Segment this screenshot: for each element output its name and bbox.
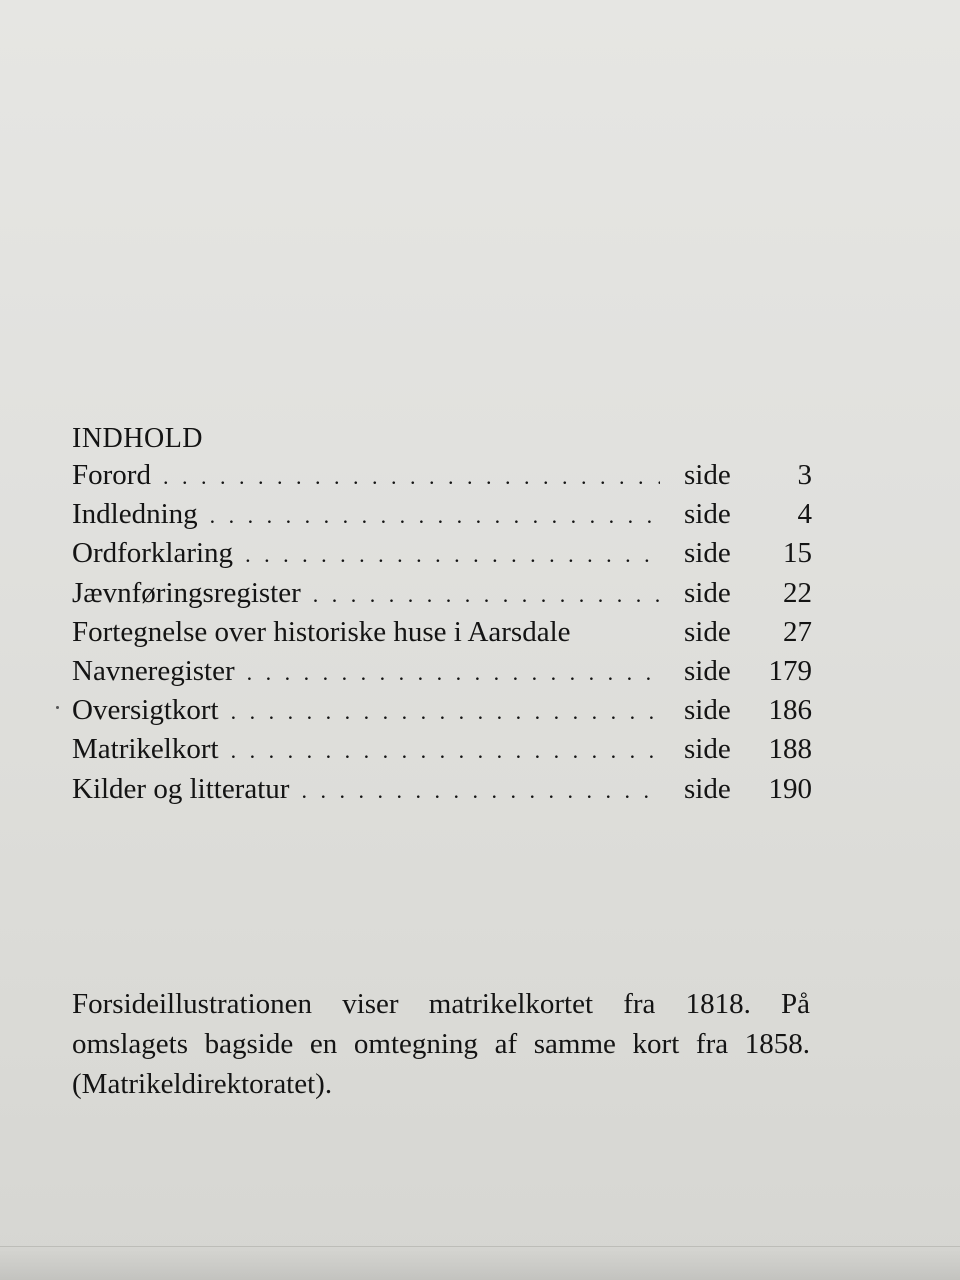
toc-row bbox=[72, 574, 812, 613]
toc-page-number: 4 bbox=[797, 498, 812, 531]
cover-caption: Forsideillustrationen viser matrikelkortet fra 1818. På omslagets bagside en omtegning af samme kort fra 1858. (Matrikeldirektoratet). bbox=[72, 988, 810, 1100]
toc-entry-title: Matrikelkort bbox=[72, 733, 219, 766]
toc-dot-leader bbox=[210, 496, 660, 535]
toc-page-number: 190 bbox=[768, 772, 812, 805]
toc-page-number: 188 bbox=[768, 733, 812, 766]
toc-side-label: side bbox=[684, 537, 731, 570]
toc-dot-leader bbox=[247, 653, 660, 692]
toc-page-number: 27 bbox=[783, 615, 812, 648]
toc-dot-leader bbox=[313, 575, 660, 614]
toc-side-label: side bbox=[684, 772, 731, 805]
toc-entry-title: Indledning bbox=[72, 498, 198, 531]
toc-dot-leader bbox=[245, 535, 660, 574]
toc-row bbox=[72, 730, 812, 769]
toc-row bbox=[72, 613, 812, 652]
toc-entries bbox=[72, 456, 812, 809]
page-edge bbox=[0, 1246, 960, 1247]
print-speck bbox=[56, 706, 59, 709]
toc-entry-title: Ordforklaring bbox=[72, 537, 234, 570]
toc-side-label: side bbox=[684, 694, 731, 727]
toc-dot-leader bbox=[231, 692, 660, 731]
toc-entry-title: Navneregister bbox=[72, 654, 235, 687]
toc-side-label: side bbox=[684, 733, 731, 766]
toc-side-label: side bbox=[684, 459, 731, 491]
toc-page-number: 3 bbox=[797, 459, 812, 491]
page-shadow bbox=[0, 1244, 960, 1280]
toc-side-label: side bbox=[684, 576, 731, 609]
toc-heading: INDHOLD bbox=[72, 423, 204, 454]
toc-entry-title: Kilder og litteratur bbox=[72, 772, 290, 805]
toc-page-number: 22 bbox=[783, 576, 812, 609]
toc-page-number: 186 bbox=[768, 694, 812, 727]
toc-page-number: 15 bbox=[783, 537, 812, 570]
toc-row bbox=[72, 495, 812, 534]
toc-entry-title: Fortegnelse over historiske huse i Aarsdale bbox=[72, 615, 571, 648]
table-of-contents bbox=[72, 422, 812, 809]
toc-dot-leader bbox=[231, 731, 660, 770]
toc-entry-title: Forord bbox=[72, 459, 151, 491]
toc-dot-leader bbox=[301, 771, 660, 810]
toc-entry-title: Jævnføringsregister bbox=[72, 576, 301, 609]
toc-row bbox=[72, 770, 812, 809]
toc-row bbox=[72, 691, 812, 730]
toc-side-label: side bbox=[684, 498, 731, 531]
toc-side-label: side bbox=[684, 654, 731, 687]
toc-entry-title: Oversigtkort bbox=[72, 694, 219, 727]
toc-row bbox=[72, 456, 812, 495]
toc-row bbox=[72, 652, 812, 691]
toc-row bbox=[72, 534, 812, 573]
toc-side-label: side bbox=[684, 615, 731, 648]
toc-dot-leader bbox=[163, 457, 660, 496]
toc-page-number: 179 bbox=[768, 654, 812, 687]
